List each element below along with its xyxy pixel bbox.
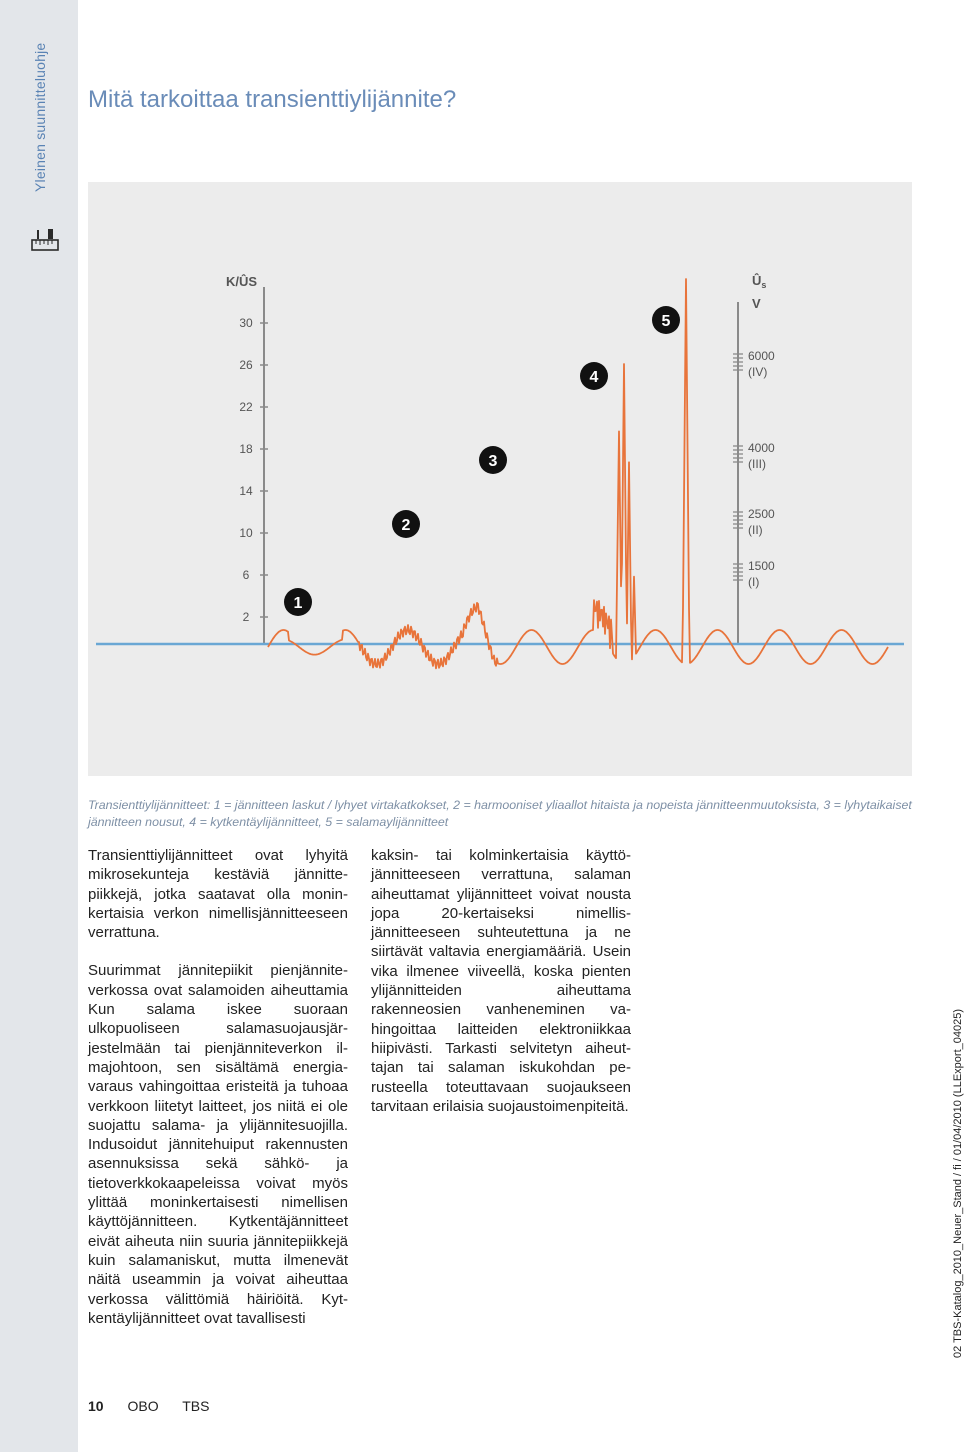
marker-label: 3 [488,453,498,470]
footer-brand-tbs: TBS [182,1398,210,1414]
right-axis-tick-class: (IV) [748,365,768,379]
figure-caption: Transienttiylijännitteet: 1 = jännitteen laskut / lyhyet virtakatkokset, 2 = harmooniset yliaallot hitaista ja nopeista jännitteenmuutoksista, 3 = lyhytaikaiset jännitteen nousut, 4 = kytkentäylijännitteet, 5 = salamaylijännitteet [88,798,912,829]
left-axis-label: K/ÛS [226,274,258,289]
right-axis-label-sub: s [761,280,767,290]
page-title: Mitä tarkoittaa transienttiylijännite? [88,86,457,113]
document-reference-text: 02 TBS-Katalog_2010_Neuer_Stand / fi / 01/04/2010 (LLExport_04025) [952,1009,964,1358]
right-axis-tick-value: 4000 [748,441,775,455]
marker-label: 5 [661,313,671,330]
left-axis-tick-label: 14 [239,484,253,498]
body-paragraph: Suurimmat jännitepiikit pienjänniteverkossa ovat salamoiden aiheuttamia Kun salama iskee suoraan ulkopuoliseen salamasuojausjärjestelmään tai pienjänniteverkon ilmajohtoon, sen sisältämä energiavaraus vahingoittaa eristeitä ja tuhoaa verkkoon liitetyt laitteet, jos niitä ei ole suojattu salama- ja ylijännitesuojilla. Indusoidut jännitehuiput rakennusten asennuksissa sekä sähkö- ja tietoverkkokaapeleissa voivat myös ylittää moninkertaisesti nimellisen käyttöjännitteen. Kytkentäjännitteet eivät aiheuta niin suuria jännitepiikkejä kuin salamaniskut, mutta ilmenevät näitä useammin ja voivat aiheuttaa verkossa välittömiä häiriöitä. Kytkentäylijännitteet ovat tavallisesti [88,962,348,1327]
sidebar-label-text: Yleinen suunnitteluohje [32,42,48,192]
left-axis-tick-label: 10 [239,526,253,540]
right-axis-tick-class: (I) [748,575,760,589]
left-axis-tick-label: 6 [242,568,250,582]
right-axis-tick-class: (III) [748,457,766,471]
left-axis-tick-label: 18 [239,442,253,456]
transient-waveform [268,279,888,668]
right-axis-tick-value: 6000 [748,349,775,363]
page-footer [88,1398,229,1414]
transient-chart-svg [88,182,912,776]
right-axis-label-main: Û [752,273,762,288]
marker-label: 4 [589,369,599,386]
right-axis-tick-value: 1500 [748,559,775,573]
body-paragraph: Transienttiylijännitteet ovat lyhyitä mikrosekunteja kestäviä jännittepiikkejä, jotka saatavat olla moninkertaisia verkon nimellisjännitteeseen verrattuna. [88,847,348,942]
footer-brand-obo: OBO [127,1398,159,1414]
left-axis-tick-label: 26 [239,358,253,372]
sidebar-band [0,0,78,1452]
left-axis-tick-label: 30 [239,316,253,330]
right-axis-tick-class: (II) [748,523,763,537]
left-axis-tick-label: 2 [242,610,250,624]
right-axis-label-top [752,273,766,290]
marker-label: 2 [401,517,411,534]
right-axis-tick-value: 2500 [748,507,775,521]
page-number: 10 [88,1398,104,1414]
body-column-right [371,846,631,1135]
ruler-tools-icon [31,228,59,252]
marker-label: 1 [293,595,303,612]
body-paragraph: kaksin- tai kolminkertaisia käyttöjännitteeseen verrattuna, salaman aiheuttamat ylijännitteet voivat nousta jopa 20-kertaiseksi nimellisjännitteeseen suhteutettuna ja ne siirtävät valtavia energiamääriä. Usein vika ilmenee viiveellä, koska pienten ylijännitteiden aiheuttama rakenneosien vanheneminen vahingoittaa laitteiden elektroniikkaa hiipivästi. Tarkasti selvitetyn aiheuttajan tai salaman iskukohdan perusteella toteuttavaan suojaukseen tarvitaan erilaisia suojaustoimenpiteitä. [371,847,631,1115]
left-axis-tick-label: 22 [239,400,253,414]
transient-chart [88,182,912,776]
body-column-left [88,846,348,1347]
right-axis-label-bottom: V [752,296,761,311]
